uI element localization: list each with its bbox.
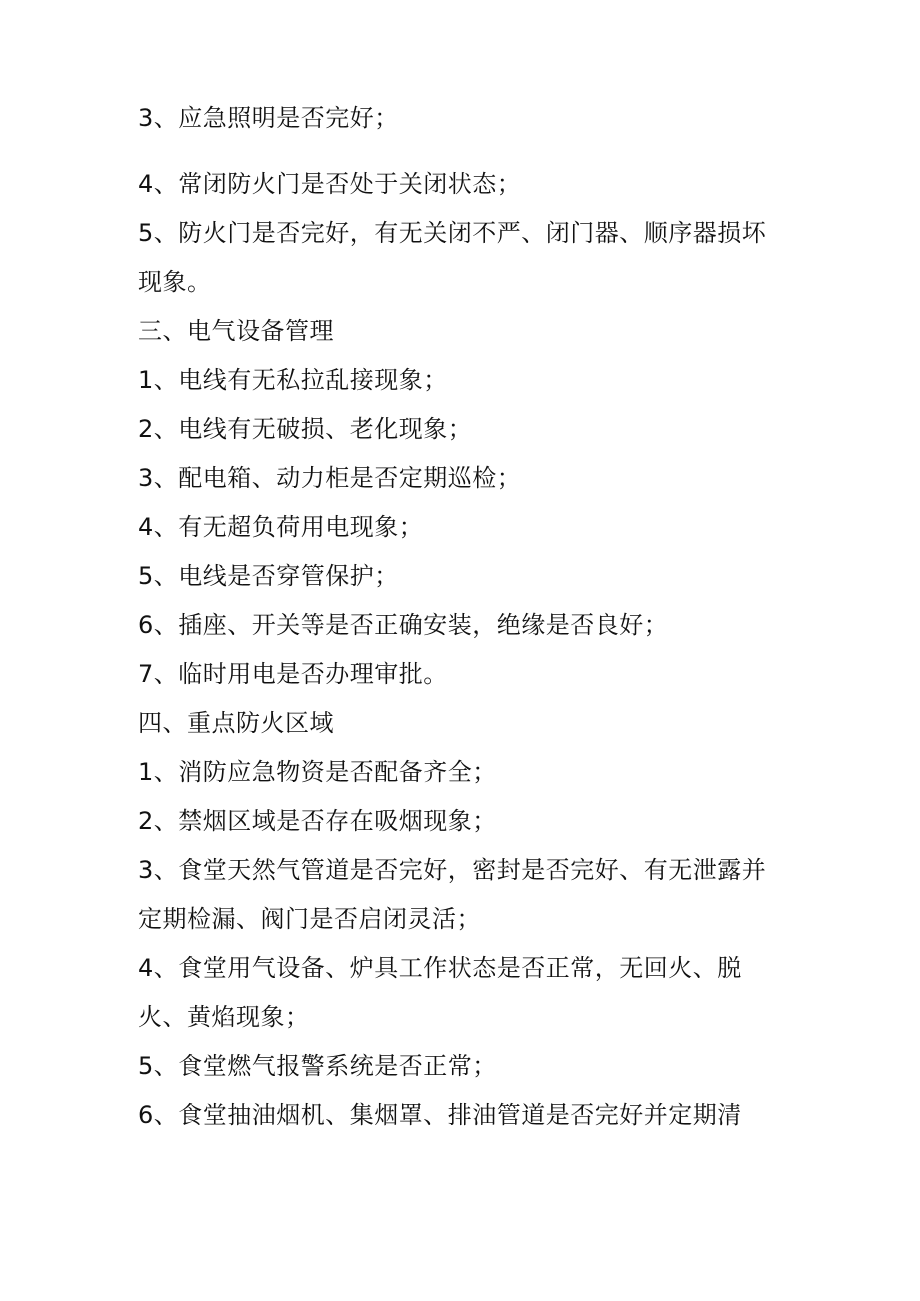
list-item-fire-door-intact: 5、防火门是否完好，有无关闭不严、闭门器、顺序器损坏 (138, 219, 767, 247)
list-item-distribution-box: 3、配电箱、动力柜是否定期巡检； (138, 464, 522, 492)
section-heading-electrical: 三、电气设备管理 (138, 317, 334, 345)
list-item-emergency-supplies: 1、消防应急物资是否配备齐全； (138, 758, 497, 786)
list-item-no-smoking: 2、禁烟区域是否存在吸烟现象； (138, 807, 497, 835)
list-item-gas-appliances: 4、食堂用气设备、炉具工作状态是否正常，无回火、脱 (138, 954, 742, 982)
list-item-wiring-unauthorized: 1、电线有无私拉乱接现象； (138, 366, 448, 394)
list-item-conduit: 5、电线是否穿管保护； (138, 562, 399, 590)
list-item-gas-pipeline-cont: 定期检漏、阀门是否启闭灵活； (138, 905, 481, 933)
list-item-sockets-switches: 6、插座、开关等是否正确安装，绝缘是否良好； (138, 611, 669, 639)
list-item-emergency-lighting: 3、应急照明是否完好； (138, 104, 399, 132)
list-item-wiring-damage: 2、电线有无破损、老化现象； (138, 415, 473, 443)
list-item-range-hood: 6、食堂抽油烟机、集烟罩、排油管道是否完好并定期清 (138, 1101, 742, 1129)
list-item-fire-door-closed: 4、常闭防火门是否处于关闭状态； (138, 170, 522, 198)
list-item-gas-pipeline: 3、食堂天然气管道是否完好，密封是否完好、有无泄露并 (138, 856, 767, 884)
list-item-temporary-power: 7、临时用电是否办理审批。 (138, 660, 448, 688)
list-item-fire-door-intact-cont: 现象。 (138, 268, 212, 296)
list-item-gas-alarm: 5、食堂燃气报警系统是否正常； (138, 1052, 497, 1080)
section-heading-key-areas: 四、重点防火区域 (138, 709, 334, 737)
list-item-overload: 4、有无超负荷用电现象； (138, 513, 424, 541)
list-item-gas-appliances-cont: 火、黄焰现象； (138, 1003, 310, 1031)
